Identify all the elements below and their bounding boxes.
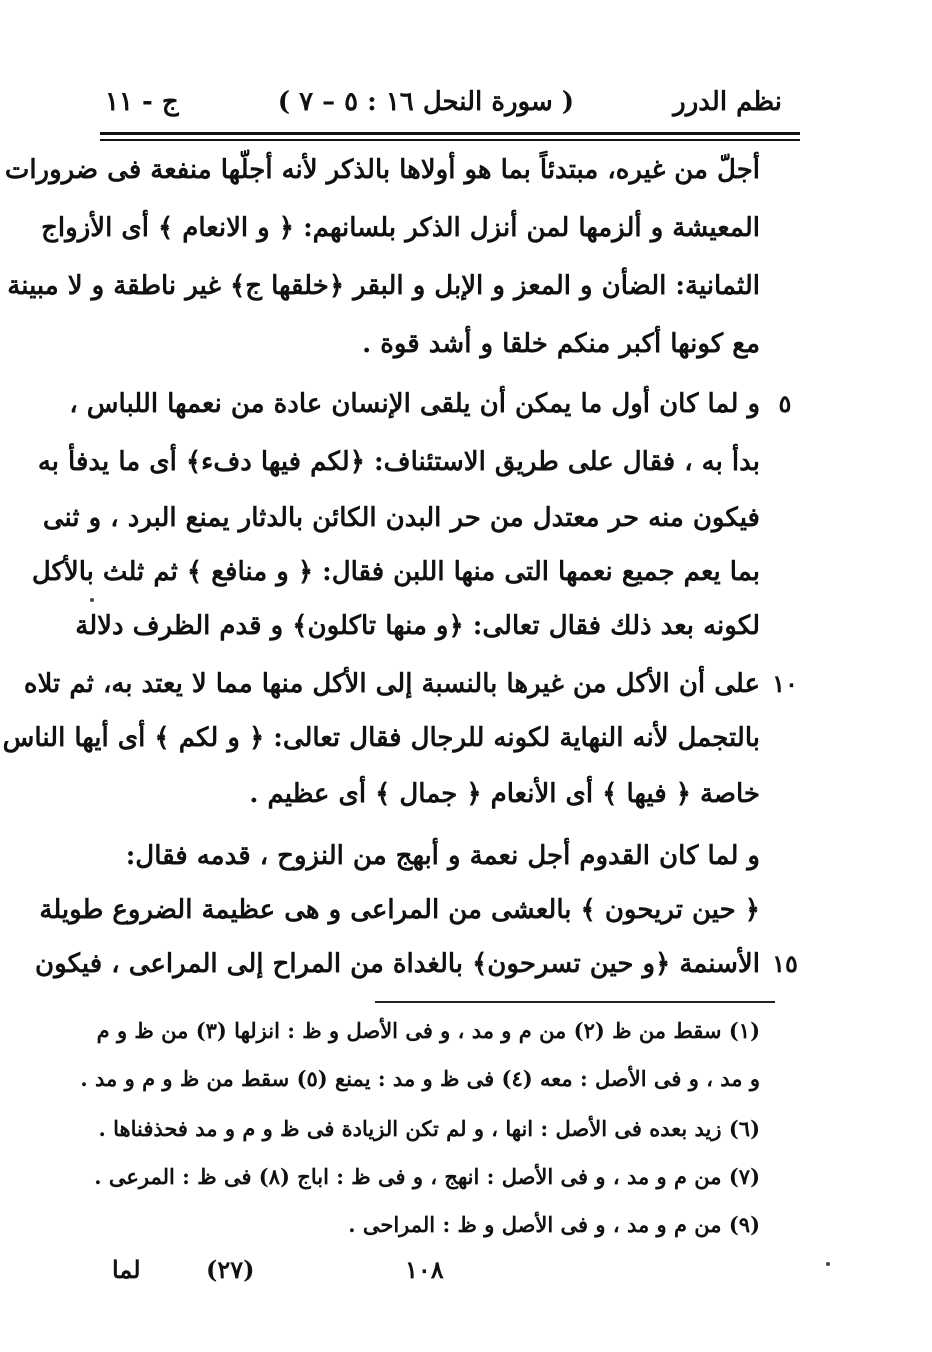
body-line: بالتجمل لأنه النهاية لكونه للرجال فقال تعالى: ﴿ و لكم ﴾ أى أيها الناس	[2, 723, 760, 753]
body-line: خاصة ﴿ فيها ﴾ أى الأنعام ﴿ جمال ﴾ أى عظيم .	[249, 779, 760, 809]
footnote-rule	[375, 1001, 775, 1003]
body-line: الثمانية: الضأن و المعز و الإبل و البقر ﴿خلقها ج﴾ غير ناطقة و لا مبينة	[7, 271, 760, 301]
body-line: و لما كان أول ما يمكن أن يلقى الإنسان عادة من نعمها اللباس ،	[69, 389, 760, 419]
volume-number: ج - ١١	[105, 87, 179, 117]
body-line: على أن الأكل من غيرها بالنسبة إلى الأكل منها مما لا يعتد به، ثم تلاه	[23, 669, 760, 699]
body-line: لكونه بعد ذلك فقال تعالى: ﴿و منها تاكلون﴾ و قدم الظرف دلالة	[75, 611, 760, 641]
footnote-line: (٩) من م و مد ، و فى الأصل و ظ : المراحى .	[348, 1212, 760, 1237]
margin-line-number: ٥	[778, 389, 792, 418]
margin-line-number: ١٠	[772, 669, 798, 698]
footnote-line: و مد ، و فى الأصل : معه (٤) فى ظ و مد : يمنع (٥) سقط من ظ و م و مد .	[80, 1066, 760, 1091]
page-number: ١٠٨	[405, 1255, 444, 1284]
body-line: الأسنمة ﴿و حين تسرحون﴾ بالغداة من المراح إلى المراعى ، فيكون	[35, 949, 760, 979]
running-header	[105, 80, 782, 124]
body-line: أجلّ من غيره، مبتدئاً بما هو أولاها بالذكر لأنه أجلّها منفعة فى ضرورات	[4, 155, 760, 185]
margin-line-number: ١٥	[772, 949, 798, 978]
body-line: ﴿ حين تريحون ﴾ بالعشى من المراعى و هى عظيمة الضروع طويلة	[39, 895, 760, 925]
footnote-line: (٧) من م و مد ، و فى الأصل : انهج ، و فى ظ : اباج (٨) فى ظ : المرعى .	[94, 1164, 760, 1189]
body-line: المعيشة و ألزمها لمن أنزل الذكر بلسانهم: ﴿ و الانعام ﴾ أى الأزواج	[41, 213, 760, 243]
body-line: فيكون منه حر معتدل من حر البدن الكائن بالدثار يمنع البرد ، و ثنى	[42, 503, 760, 533]
catchword: لما	[112, 1255, 141, 1284]
footnote-line: (٦) زيد بعده فى الأصل : انها ، و لم تكن الزيادة فى ظ و م و مد فحذفناها .	[98, 1116, 760, 1141]
footnote-line: (١) سقط من ظ (٢) من م و مد ، و فى الأصل و ظ : انزلها (٣) من ظ و م	[96, 1018, 760, 1043]
print-speck	[826, 1262, 830, 1266]
signature-mark: (٢٧)	[206, 1255, 255, 1284]
print-speck	[90, 598, 94, 602]
book-title: نظم الدرر	[673, 87, 782, 117]
body-line: و لما كان القدوم أجل نعمة و أبهج من النزوح ، قدمه فقال:	[125, 841, 760, 871]
body-line: بدأ به ، فقال على طريق الاستئناف: ﴿لكم فيها دفء﴾ أى ما يدفأ به	[37, 447, 760, 477]
header-rule	[100, 132, 800, 135]
surah-reference: ( سورة النحل ١٦ : ٥ – ٧ )	[277, 87, 575, 117]
body-line: مع كونها أكبر منكم خلقا و أشد قوة .	[362, 329, 760, 359]
body-line: بما يعم جميع نعمها التى منها اللبن فقال: ﴿ و منافع ﴾ ثم ثلث بالأكل	[31, 557, 760, 587]
